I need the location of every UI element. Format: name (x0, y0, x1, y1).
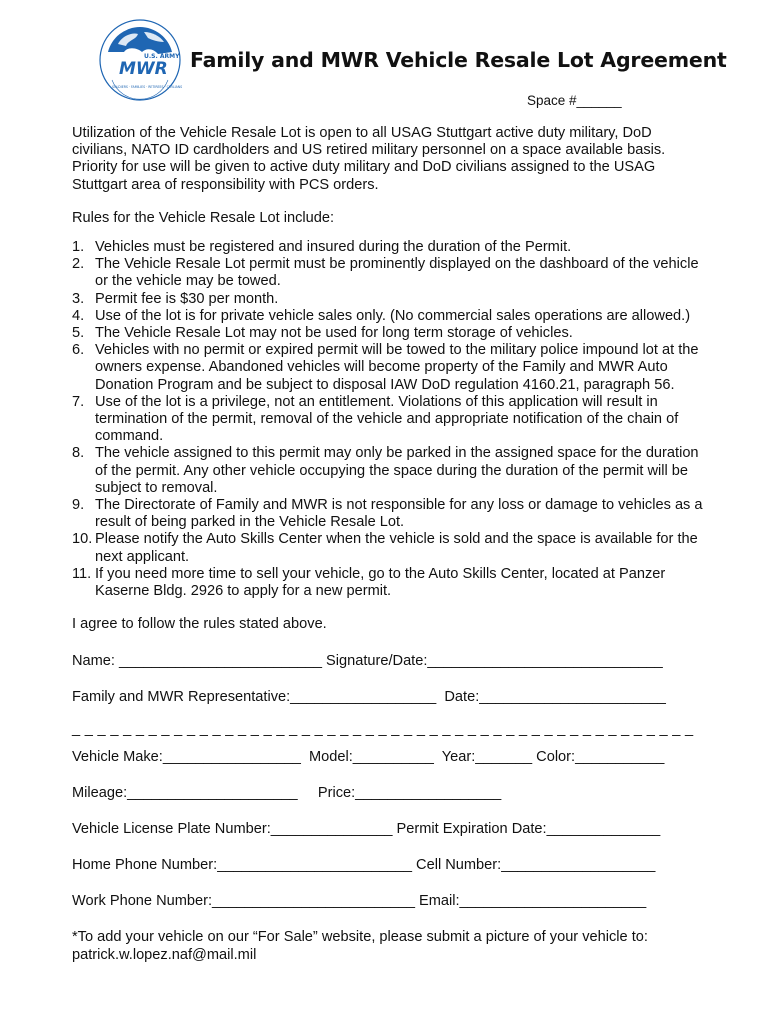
logo-ring-text: SOLDIERS · FAMILIES · RETIREES · CIVILIANS (112, 85, 182, 89)
mwr-logo (98, 18, 182, 102)
agreement-body (72, 125, 708, 964)
rule-text: Vehicles must be registered and insured during the duration of the Permit. (95, 239, 572, 256)
footer-note: *To add your vehicle on our “For Sale” website, please submit a picture of your vehicle to: patrick.w.lopez.naf@mail.mil (72, 929, 648, 963)
rule-number: 10. (72, 531, 93, 548)
rule-text: If you need more time to sell your vehicle, go to the Auto Skills Center, located at Panzer Kaserne Bldg. 2926 to apply for a new permit. (95, 565, 666, 600)
representative-date-field[interactable]: Family and MWR Representative:__________________ Date:_______________________ (72, 689, 666, 706)
rule-item (72, 291, 708, 308)
rule-number: 8. (72, 445, 85, 462)
rule-item (72, 497, 708, 531)
vehicle-details-field[interactable]: Vehicle Make:_________________ Model:__________ Year:_______ Color:___________ (72, 749, 665, 766)
page-title: Family and MWR Vehicle Resale Lot Agreement (190, 48, 727, 72)
cut-line-separator: _ _ _ _ _ _ _ _ _ _ _ _ _ _ _ _ _ _ _ _ _ _ _ _ _ _ _ _ _ _ _ _ _ _ _ _ _ _ _ _ _ _ _ _ _ _ _ _ _ (72, 721, 694, 738)
logo-army-text: U.S. ARMY (144, 53, 180, 60)
rule-text: Vehicles with no permit or expired permit will be towed to the military police impound lot at the owners expense. Abandoned vehicles will become property of the Family and MWR Auto Donation Program and be subject to disposal IAW DoD regulation 4160.21, paragraph 56. (95, 342, 699, 393)
rule-item (72, 342, 708, 394)
rule-number: 3. (72, 290, 85, 307)
rule-item (72, 308, 708, 325)
rule-item (72, 256, 708, 290)
rule-number: 5. (72, 325, 85, 342)
rule-number: 4. (72, 307, 85, 324)
space-number-field[interactable]: Space #______ (527, 93, 622, 108)
rule-text: The vehicle assigned to this permit may only be parked in the assigned space for the duration of the permit. Any other vehicle occupying the space during the duration of the permit will be subject to removal. (95, 445, 699, 496)
plate-permit-field[interactable]: Vehicle License Plate Number:_______________ Permit Expiration Date:______________ (72, 821, 661, 838)
rule-item (72, 445, 708, 497)
rule-text: Permit fee is $30 per month. (95, 290, 279, 307)
rule-item (72, 531, 708, 565)
rule-text: The Vehicle Resale Lot may not be used for long term storage of vehicles. (95, 325, 573, 342)
rule-item (72, 394, 708, 446)
rule-item (72, 325, 708, 342)
mileage-price-field[interactable]: Mileage:_____________________ Price:__________________ (72, 785, 502, 802)
rule-text: The Vehicle Resale Lot permit must be prominently displayed on the dashboard of the vehicle or the vehicle may be towed. (95, 256, 699, 290)
name-signature-field[interactable]: Name: _________________________ Signature/Date:_____________________________ (72, 653, 663, 670)
rule-number: 1. (72, 239, 85, 256)
rule-number: 11. (72, 565, 92, 582)
rule-item (72, 566, 708, 600)
work-phone-email-field[interactable]: Work Phone Number:_________________________ Email:_______________________ (72, 893, 647, 910)
rule-number: 7. (72, 393, 85, 410)
intro-paragraph: Utilization of the Vehicle Resale Lot is open to all USAG Stuttgart active duty military, DoD civilians, NATO ID cardholders and US retired military personnel on a space available basis. Priority for use will be given to active duty military and DoD civilians assigned to the USAG Stuttgart area of responsibility with PCS orders. (72, 125, 666, 193)
rule-number: 2. (72, 256, 85, 273)
agree-statement: I agree to follow the rules stated above. (72, 616, 327, 633)
rule-text: The Directorate of Family and MWR is not responsible for any loss or damage to vehicles as a result of being parked in the Vehicle Resale Lot. (95, 497, 703, 531)
home-cell-phone-field[interactable]: Home Phone Number:________________________ Cell Number:___________________ (72, 857, 656, 874)
logo-mwr-text: MWR (119, 59, 168, 79)
rule-number: 9. (72, 497, 85, 514)
rule-text: Please notify the Auto Skills Center when the vehicle is sold and the space is available for the next applicant. (95, 531, 698, 565)
rules-list (72, 239, 708, 600)
rule-text: Use of the lot is for private vehicle sales only. (No commercial sales operations are allowed.) (95, 307, 691, 324)
rules-heading: Rules for the Vehicle Resale Lot include: (72, 209, 335, 226)
rule-number: 6. (72, 342, 85, 359)
rule-text: Use of the lot is a privilege, not an entitlement. Violations of this application will result in termination of the permit, removal of the vehicle and appropriate notification of the chain of command. (95, 393, 679, 445)
rule-item (72, 239, 708, 256)
